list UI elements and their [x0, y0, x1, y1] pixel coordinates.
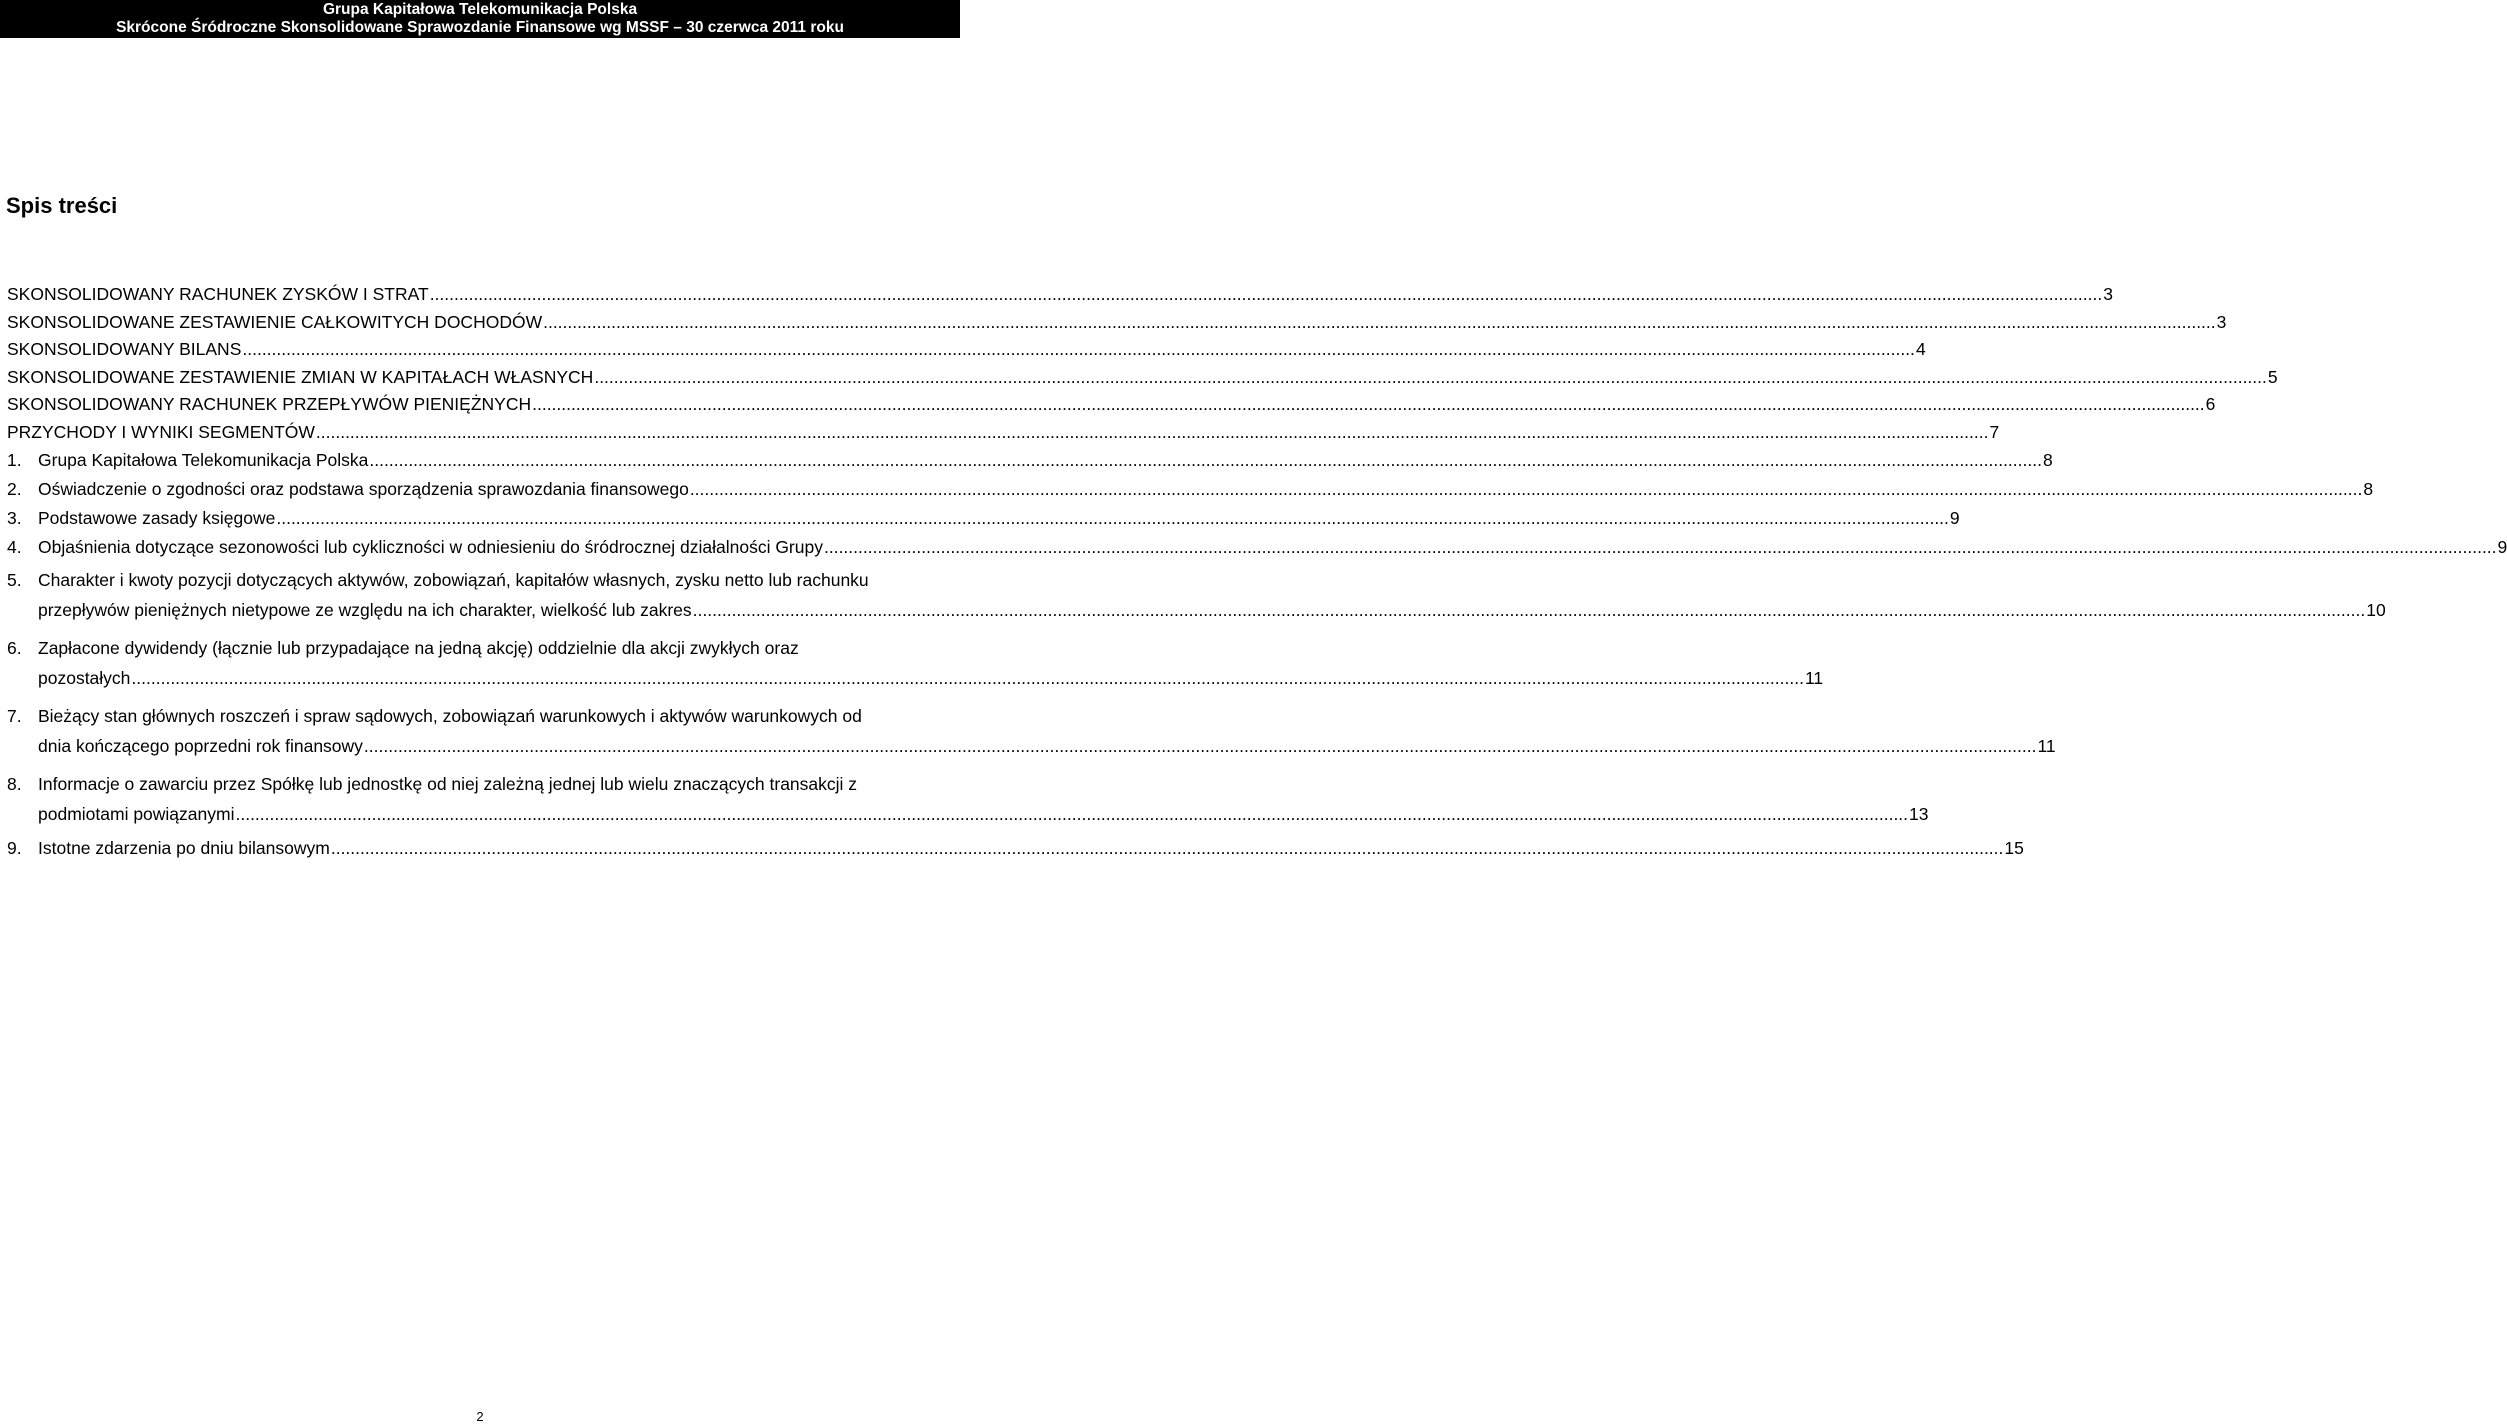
- toc-entry-text: SKONSOLIDOWANY BILANS: [7, 339, 242, 359]
- toc-entry-text: SKONSOLIDOWANE ZESTAWIENIE ZMIAN W KAPITAŁACH WŁASNYCH: [7, 366, 594, 387]
- toc-entry-text: Zapłacone dywidendy (łącznie lub przypadające na jedną akcję) oddzielnie dla akcji zwykłych oraz: [38, 638, 799, 658]
- toc-title: Spis treści: [6, 193, 118, 218]
- toc-entry-page: 3: [2216, 311, 2227, 332]
- toc-entry[interactable]: [7, 533, 2507, 562]
- toc-leader-dots: [430, 281, 2103, 309]
- toc-entry-number: 3.: [7, 508, 22, 528]
- toc-entry-page: 4: [1915, 339, 1926, 359]
- document-header: [0, 0, 960, 38]
- toc-entry-text: Charakter i kwoty pozycji dotyczących aktywów, zobowiązań, kapitałów własnych, zysku netto lub rachunku: [38, 570, 869, 590]
- toc-entry[interactable]: [7, 562, 2386, 630]
- toc-leader-dots: [369, 446, 2042, 475]
- toc-entry[interactable]: [7, 834, 2024, 863]
- toc-entry-number: 5.: [7, 570, 22, 590]
- toc-leader-dots: [824, 533, 2497, 562]
- toc-leader-dots: [316, 419, 1989, 447]
- toc-entry-text: SKONSOLIDOWANE ZESTAWIENIE CAŁKOWITYCH DOCHODÓW: [7, 311, 543, 332]
- toc-entry-page: 8: [2363, 479, 2374, 499]
- toc-entry-text: Grupa Kapitałowa Telekomunikacja Polska: [38, 450, 369, 470]
- toc-leader-dots: [693, 594, 2366, 626]
- toc-entry[interactable]: [7, 766, 1929, 834]
- toc-entry-number: 4.: [7, 537, 22, 557]
- toc-leader-dots: [364, 730, 2037, 762]
- toc-leader-dots: [276, 504, 1949, 533]
- toc-leader-dots: [532, 391, 2205, 419]
- toc-entry-page: 15: [2004, 838, 2024, 858]
- table-of-contents: [7, 281, 2507, 863]
- toc-entry-page: 5: [2267, 366, 2278, 387]
- page-number: 2: [476, 1409, 484, 1424]
- toc-entry-text: Bieżący stan głównych roszczeń i spraw sądowych, zobowiązań warunkowych i aktywów warunkowych od: [38, 706, 862, 726]
- toc-leader-dots: [543, 309, 2216, 337]
- toc-entry-number: 1.: [7, 450, 22, 470]
- toc-entry-text-continued: przepływów pieniężnych nietypowe ze względu na ich charakter, wielkość lub zakres: [38, 600, 692, 620]
- toc-entry-page: 6: [2205, 394, 2216, 414]
- toc-entry[interactable]: [7, 630, 1824, 698]
- toc-entry-text: Informacje o zawarciu przez Spółkę lub jednostkę od niej zależną jednej lub wielu znaczących transakcji z: [38, 774, 858, 794]
- toc-entry-number: 7.: [7, 706, 22, 726]
- toc-leader-dots: [331, 834, 2004, 863]
- toc-entry[interactable]: [7, 391, 2216, 419]
- toc-entry-page: 11: [2037, 736, 2056, 756]
- toc-entry-text: Istotne zdarzenia po dniu bilansowym: [38, 838, 330, 858]
- toc-entry-text-continued: podmiotami powiązanymi: [38, 804, 235, 824]
- toc-entry[interactable]: [7, 281, 2113, 309]
- toc-leader-dots: [131, 662, 1804, 694]
- toc-leader-dots: [235, 798, 1908, 830]
- toc-entry-page: 9: [1949, 508, 1960, 528]
- toc-entry-page: 11: [1804, 668, 1824, 688]
- toc-entry-number: 2.: [7, 479, 22, 499]
- toc-entry-text: SKONSOLIDOWANY RACHUNEK PRZEPŁYWÓW PIENIĘŻNYCH: [7, 394, 532, 414]
- toc-entry[interactable]: [7, 364, 2278, 392]
- toc-leader-dots: [242, 336, 1915, 364]
- toc-entry-page: 10: [2366, 600, 2386, 620]
- toc-entry-page: 13: [1909, 804, 1929, 824]
- toc-entry[interactable]: [7, 446, 2053, 475]
- toc-entry-page: 3: [2103, 284, 2113, 304]
- toc-entry[interactable]: [7, 698, 2056, 766]
- toc-entry[interactable]: [7, 475, 2374, 504]
- toc-entry-text: Podstawowe zasady księgowe: [38, 508, 276, 528]
- toc-entry-page: 9: [2497, 537, 2507, 557]
- toc-entry-number: 9.: [7, 838, 22, 858]
- toc-entry-page: 7: [1989, 421, 2000, 442]
- toc-entry-text: Objaśnienia dotyczące sezonowości lub cykliczności w odniesieniu do śródrocznej działalności Grupy: [38, 537, 823, 557]
- toc-entry-text: PRZYCHODY I WYNIKI SEGMENTÓW: [7, 421, 315, 442]
- toc-entry-text-continued: pozostałych: [38, 668, 131, 688]
- toc-entry-text-continued: dnia kończącego poprzedni rok finansowy: [38, 736, 363, 756]
- toc-leader-dots: [690, 475, 2363, 504]
- toc-entry-text: SKONSOLIDOWANY RACHUNEK ZYSKÓW I STRAT: [7, 284, 429, 304]
- toc-entry[interactable]: [7, 419, 2000, 447]
- toc-entry[interactable]: [7, 336, 1926, 364]
- toc-entry-number: 8.: [7, 774, 22, 794]
- toc-entry-page: 8: [2042, 450, 2053, 470]
- header-report-title: Skrócone Śródroczne Skonsolidowane Sprawozdanie Finansowe wg MSSF – 30 czerwca 2011 roku: [116, 19, 844, 36]
- header-company: Grupa Kapitałowa Telekomunikacja Polska: [322, 1, 638, 18]
- toc-entry[interactable]: [7, 309, 2227, 337]
- toc-entry-number: 6.: [7, 638, 22, 658]
- toc-entry-text: Oświadczenie o zgodności oraz podstawa sporządzenia sprawozdania finansowego: [38, 479, 689, 499]
- toc-leader-dots: [594, 364, 2267, 392]
- toc-entry[interactable]: [7, 504, 1960, 533]
